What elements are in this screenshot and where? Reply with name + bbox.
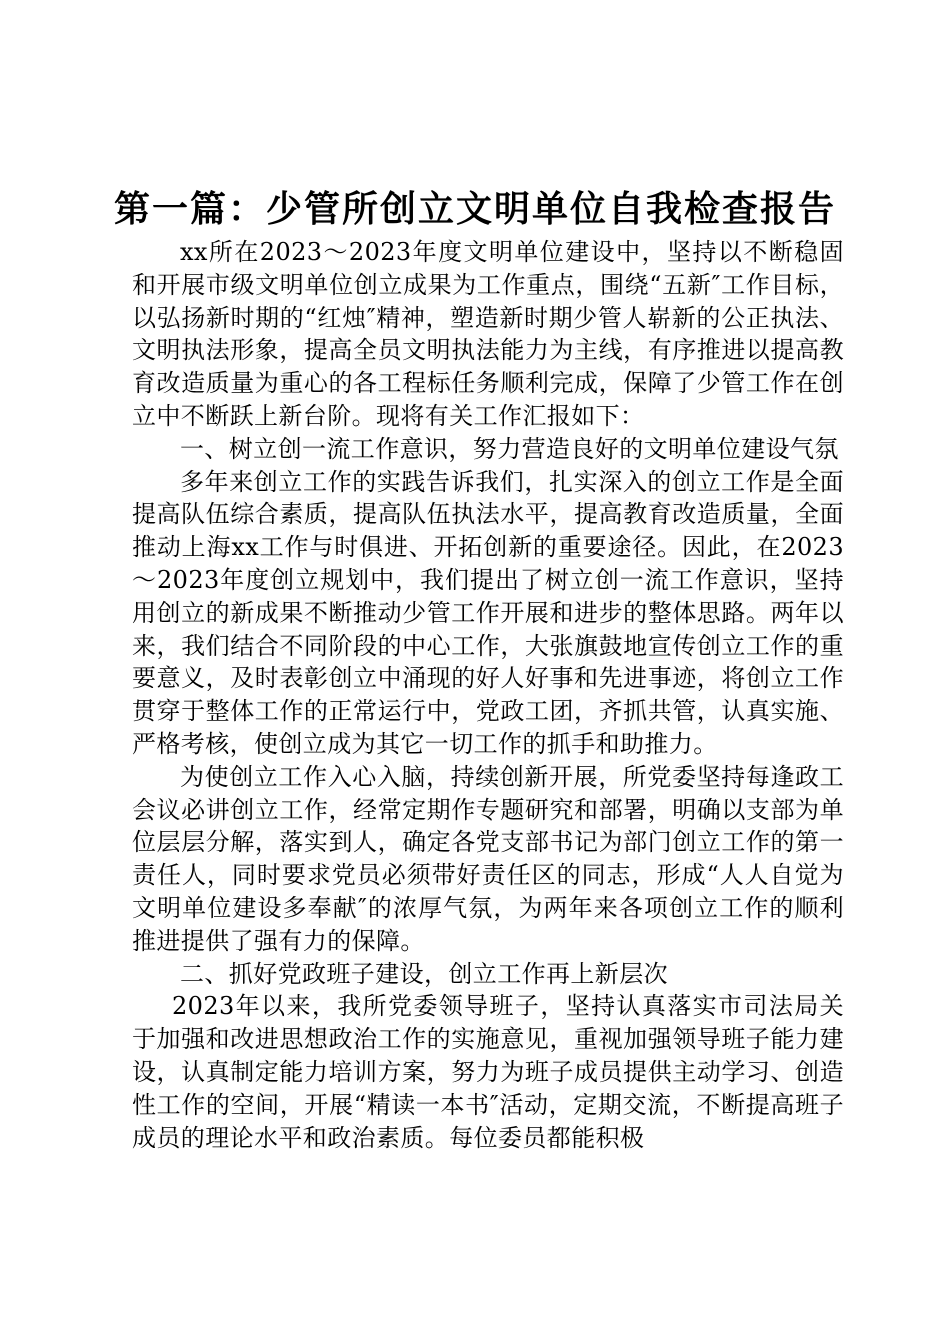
- paragraph-section-1-b: 为使创立工作入心入脑，持续创新开展，所党委坚持每逢政工会议必讲创立工作，经常定期作专题研究和部署，明确以支部为单位层层分解，落实到人，确定各党支部书记为部门创立工作的第一责任人，同时要求党员必须带好责任区的同志，形成“人人自觉为文明单位建设多奉献″的浓厚气氛，为两年来各项创立工作的顺利推进提供了强有力的保障。: [132, 762, 844, 955]
- section-heading-1: 一、树立创一流工作意识，努力营造良好的文明单位建设气氛: [180, 434, 839, 463]
- section-heading-2: 二、抓好党政班子建设，创立工作再上新层次: [180, 959, 668, 988]
- paragraph-section-1-a: 多年来创立工作的实践告诉我们，扎实深入的创立工作是全面提高队伍综合素质，提高队伍执法水平，提高教育改造质量，全面推动上海xx工作与时俱进、开拓创新的重要途径。因此，在2023～2023年度创立规划中，我们提出了树立创一流工作意识，坚持用创立的新成果不断推动少管工作开展和进步的整体思路。两年以来，我们结合不同阶段的中心工作，大张旗鼓地宣传创立工作的重要意义，及时表彰创立中涌现的好人好事和先进事迹，将创立工作贯穿于整体工作的正常运行中，党政工团，齐抓共管，认真实施、严格考核，使创立成为其它一切工作的抓手和助推力。: [132, 467, 844, 758]
- paragraph-section-2-a: 2023年以来，我所党委领导班子，坚持认真落实市司法局关于加强和改进思想政治工作的实施意见，重视加强领导班子能力建设，认真制定能力培训方案，努力为班子成员提供主动学习、创造性工作的空间，开展“精读一本书″活动，定期交流，不断提高班子成员的理论水平和政治素质。每位委员都能积极: [132, 992, 844, 1152]
- document-body: [132, 236, 844, 1154]
- paragraph-intro: xx所在2023～2023年度文明单位建设中，坚持以不断稳固和开展市级文明单位创立成果为工作重点，围绕“五新″工作目标，以弘扬新时期的“红烛″精神，塑造新时期少管人崭新的公正执法、文明执法形象，提高全员文明执法能力为主线，有序推进以提高教育改造质量为重心的各工程标任务顺利完成，保障了少管工作在创立中不断跃上新台阶。现将有关工作汇报如下：: [132, 238, 844, 430]
- document-title: 第一篇：少管所创立文明单位自我检查报告: [113, 189, 836, 230]
